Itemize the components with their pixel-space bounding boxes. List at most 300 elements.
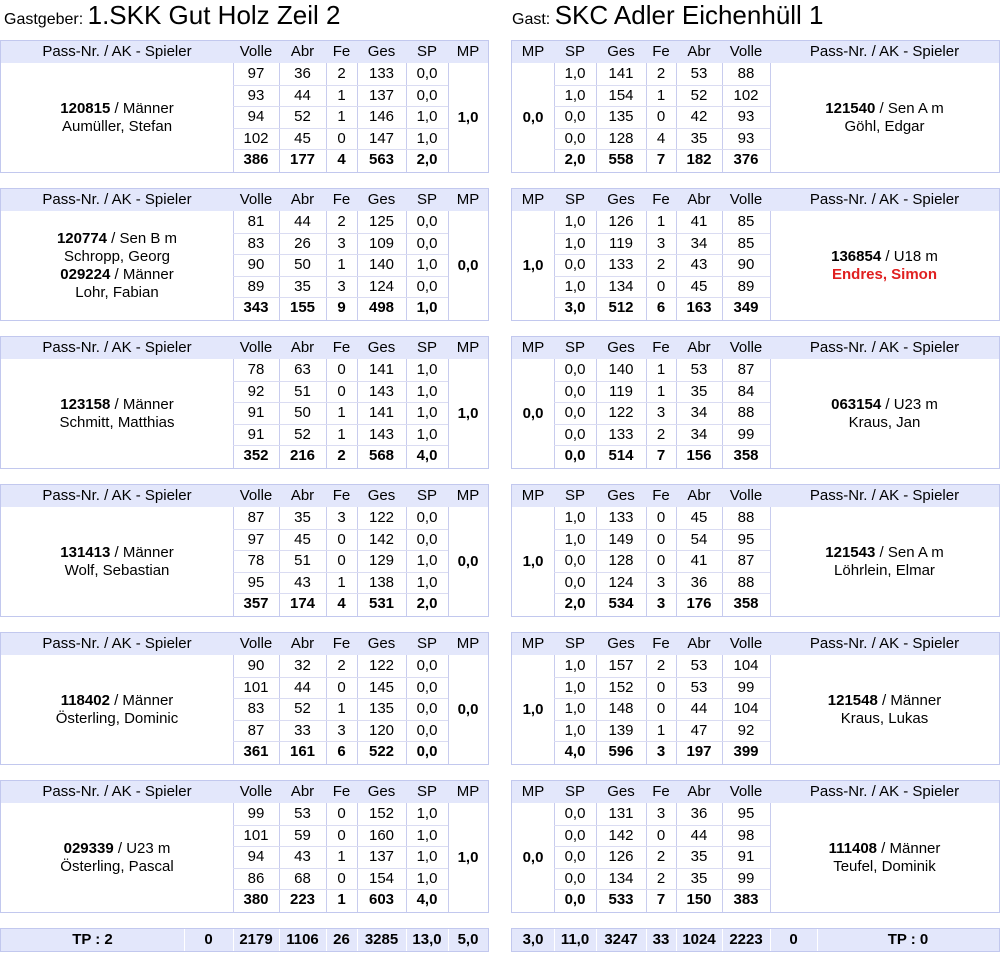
game-row-cell: 1,0	[416, 869, 438, 887]
header-sp: SP	[564, 635, 585, 652]
match-points	[448, 507, 488, 616]
game-row-cell: 68	[294, 869, 311, 887]
game-row-cell: 0,0	[564, 129, 586, 147]
match-points	[448, 803, 488, 912]
game-row-cell: 78	[247, 552, 265, 570]
game-row-cell: 83	[247, 700, 265, 718]
game-row-cell: 88	[737, 404, 755, 422]
player-info	[770, 803, 999, 912]
game-row-cell: 0,0	[564, 361, 586, 378]
player-pass-line	[57, 230, 177, 248]
game-row-cell: 1,0	[564, 234, 586, 252]
player-info	[770, 359, 999, 468]
player-info	[1, 63, 233, 172]
total-row-cell: 376	[733, 151, 759, 169]
total-row-cell: 4,0	[416, 891, 438, 909]
game-row-cell: 152	[608, 678, 634, 696]
player-age-class: / Männer	[877, 839, 941, 857]
header-sp: SP	[416, 487, 437, 504]
player-pass-line	[64, 840, 171, 858]
total-row-cell: 0,0	[416, 743, 438, 761]
match-points-value: 1,0	[457, 404, 479, 422]
game-row-cell: 109	[368, 234, 395, 252]
game-row-cell: 4	[656, 129, 666, 147]
game-row-cell: 97	[247, 65, 265, 82]
game-row-cell: 1,0	[564, 213, 586, 230]
game-row-cell: 95	[737, 530, 755, 548]
game-row-cell: 47	[690, 721, 708, 739]
game-row-cell: 0	[656, 108, 666, 126]
header-fe: Fe	[332, 43, 351, 60]
player-pass-line	[60, 266, 173, 284]
game-row-cell: 147	[368, 129, 395, 147]
game-row-cell: 1,0	[416, 826, 438, 844]
game-row-cell: 0	[337, 805, 346, 822]
game-row-cell: 0	[337, 826, 346, 844]
game-row-cell: 148	[608, 700, 634, 718]
header-abr: Abr	[290, 487, 315, 504]
total-row-cell: 4,0	[416, 447, 438, 465]
game-row-cell: 35	[690, 869, 708, 887]
player-pass-line	[828, 692, 941, 710]
player-pass-line	[825, 100, 943, 118]
game-row-cell: 124	[368, 277, 395, 295]
header-ges: Ges	[607, 487, 635, 504]
total-row-cell: 358	[733, 595, 759, 613]
game-row-cell: 84	[737, 382, 755, 400]
guest-total-cell: 3247	[604, 931, 638, 948]
game-row-cell: 160	[368, 826, 395, 844]
game-row-cell: 1,0	[416, 404, 438, 422]
game-row-cell: 145	[368, 678, 395, 696]
total-row-cell: 0,0	[564, 891, 586, 909]
game-row-cell: 88	[737, 573, 755, 591]
total-divider	[448, 929, 449, 951]
player-name: Lohr, Fabian	[75, 283, 159, 301]
header-ges: Ges	[607, 191, 635, 208]
game-row-cell: 2	[656, 657, 666, 674]
game-row-cell: 142	[368, 530, 395, 548]
game-row-cell: 45	[294, 129, 311, 147]
header-player: Pass-Nr. / AK - Spieler	[809, 339, 960, 356]
total-row-cell: 163	[686, 299, 712, 317]
game-row-cell: 99	[737, 678, 755, 696]
total-divider	[770, 929, 771, 951]
game-row-cell: 134	[608, 277, 634, 295]
game-row-cell: 141	[368, 361, 395, 378]
game-row-cell: 53	[690, 65, 708, 82]
guest-total-cell: 3,0	[522, 931, 544, 948]
game-row-cell: 89	[737, 277, 755, 295]
header-ges: Ges	[367, 191, 396, 208]
player-pass-number: 029224	[60, 265, 111, 283]
game-row-cell: 149	[608, 530, 634, 548]
home-total-cell: 26	[333, 931, 350, 948]
header-sp: SP	[564, 191, 585, 208]
player-pass-number: 029339	[63, 839, 114, 857]
total-divider	[817, 929, 818, 951]
header-volle: Volle	[239, 635, 273, 652]
header-ges: Ges	[367, 339, 396, 356]
game-row-cell: 154	[368, 869, 395, 887]
header-abr: Abr	[687, 635, 711, 652]
total-divider	[554, 929, 555, 951]
header-sp: SP	[416, 43, 437, 60]
guest-total-cell: 11,0	[560, 931, 590, 948]
game-row-cell: 51	[294, 382, 311, 400]
home-match-block	[0, 632, 489, 765]
game-row-cell: 98	[737, 826, 755, 844]
header-player: Pass-Nr. / AK - Spieler	[809, 783, 960, 800]
header-volle: Volle	[729, 191, 763, 208]
game-row-cell: 63	[294, 361, 311, 378]
total-row-cell: 6	[656, 299, 666, 317]
game-row-cell: 140	[368, 256, 395, 274]
player-name: Schmitt, Matthias	[59, 413, 175, 431]
match-points-value: 0,0	[457, 700, 479, 718]
header-mp: MP	[456, 783, 480, 800]
total-row-cell: 3	[656, 743, 666, 761]
home-totals-bar	[0, 928, 489, 952]
total-divider	[646, 929, 647, 951]
game-row-cell: 128	[608, 129, 634, 147]
guest-team-heading	[512, 0, 824, 38]
game-row-cell: 0,0	[564, 382, 586, 400]
header-player: Pass-Nr. / AK - Spieler	[42, 339, 192, 356]
game-row-cell: 142	[608, 826, 634, 844]
game-row-cell: 125	[368, 213, 395, 230]
player-info	[1, 507, 233, 616]
game-row-cell: 0,0	[564, 573, 586, 591]
match-points-value: 0,0	[457, 552, 479, 570]
header-abr: Abr	[687, 191, 711, 208]
game-row-cell: 78	[247, 361, 265, 378]
total-row-cell: 156	[686, 447, 712, 465]
game-row-cell: 35	[294, 509, 311, 526]
match-points	[448, 359, 488, 468]
home-match-block	[0, 188, 489, 321]
game-row-cell: 45	[690, 509, 708, 526]
player-pass-number: 111408	[828, 839, 878, 857]
header-player: Pass-Nr. / AK - Spieler	[42, 43, 192, 60]
header-sp: SP	[416, 635, 437, 652]
game-row-cell: 33	[294, 721, 311, 739]
game-row-cell: 137	[368, 848, 395, 866]
match-points	[512, 655, 554, 764]
game-row-cell: 133	[608, 509, 634, 526]
header-sp: SP	[416, 191, 437, 208]
player-info	[770, 655, 999, 764]
header-player: Pass-Nr. / AK - Spieler	[809, 487, 960, 504]
player-name: Göhl, Edgar	[844, 117, 925, 135]
game-row-cell: 1	[337, 573, 346, 591]
header-fe: Fe	[332, 783, 351, 800]
total-row-cell: 512	[608, 299, 634, 317]
player-pass-line	[829, 840, 941, 858]
game-row-cell: 0,0	[564, 869, 586, 887]
total-divider	[357, 929, 358, 951]
game-row-cell: 53	[690, 657, 708, 674]
header-volle: Volle	[729, 783, 763, 800]
total-row-cell: 498	[368, 299, 395, 317]
home-match-block	[0, 780, 489, 913]
game-row-cell: 85	[737, 234, 755, 252]
player-age-class: / Männer	[877, 691, 942, 709]
player-pass-line	[825, 544, 943, 562]
match-points-value: 1,0	[522, 256, 544, 274]
game-row-cell: 0,0	[564, 108, 586, 126]
game-row-cell: 0	[337, 869, 346, 887]
game-row-cell: 0	[656, 700, 666, 718]
header-player: Pass-Nr. / AK - Spieler	[809, 635, 960, 652]
header-abr: Abr	[687, 43, 711, 60]
game-row-cell: 152	[368, 805, 395, 822]
game-row-cell: 1	[337, 700, 346, 718]
game-row-cell: 143	[368, 382, 395, 400]
total-row-cell: 4	[337, 595, 346, 613]
guest-match-block	[511, 780, 1000, 913]
game-row-cell: 126	[608, 213, 634, 230]
header-ges: Ges	[367, 43, 396, 60]
match-points	[512, 63, 554, 172]
total-row-cell: 4,0	[564, 743, 586, 761]
total-row-cell: 558	[608, 151, 634, 169]
header-fe: Fe	[332, 635, 351, 652]
guest-total-cell: 0	[789, 931, 798, 948]
game-row-cell: 0	[656, 552, 666, 570]
game-row-cell: 154	[608, 86, 634, 104]
game-row-cell: 93	[737, 129, 755, 147]
game-row-cell: 1	[656, 382, 666, 400]
game-row-cell: 54	[690, 530, 708, 548]
header-mp: MP	[521, 487, 545, 504]
game-row-cell: 44	[690, 826, 708, 844]
total-row-cell: 2,0	[564, 151, 586, 169]
header-player: Pass-Nr. / AK - Spieler	[42, 635, 192, 652]
game-row-cell: 120	[368, 721, 395, 739]
player-pass-number: 120815	[60, 99, 111, 117]
total-row-cell: 349	[733, 299, 759, 317]
player-info	[1, 359, 233, 468]
player-pass-line	[831, 248, 938, 266]
game-row-cell: 139	[608, 721, 634, 739]
game-row-cell: 52	[294, 700, 311, 718]
game-row-cell: 0	[337, 678, 346, 696]
player-pass-line	[60, 544, 173, 562]
guest-match-block	[511, 40, 1000, 173]
player-pass-number: 123158	[60, 395, 111, 413]
total-row-cell: 533	[608, 891, 634, 909]
player-info	[770, 507, 999, 616]
game-row-cell: 3	[656, 234, 666, 252]
game-row-cell: 0,0	[564, 826, 586, 844]
game-row-cell: 134	[608, 869, 634, 887]
game-row-cell: 0,0	[564, 256, 586, 274]
header-fe: Fe	[652, 487, 670, 504]
total-row-cell: 380	[243, 891, 269, 909]
game-row-cell: 133	[608, 256, 634, 274]
total-row-cell: 4	[337, 151, 346, 169]
game-row-cell: 1,0	[416, 361, 438, 378]
total-row-cell: 358	[733, 447, 759, 465]
header-volle: Volle	[239, 191, 273, 208]
game-row-cell: 1,0	[564, 530, 586, 548]
home-total-cell: 3285	[364, 931, 399, 948]
game-row-cell: 0	[656, 509, 666, 526]
guest-label: Gast:	[512, 11, 551, 28]
game-row-cell: 2	[337, 213, 346, 230]
game-row-cell: 1,0	[564, 86, 586, 104]
game-row-cell: 99	[737, 869, 755, 887]
header-volle: Volle	[729, 339, 763, 356]
game-row-cell: 90	[247, 657, 265, 674]
game-row-cell: 99	[247, 805, 265, 822]
game-row-cell: 36	[690, 805, 708, 822]
game-row-cell: 1	[656, 721, 666, 739]
game-row-cell: 1,0	[564, 678, 586, 696]
game-row-cell: 1,0	[416, 552, 438, 570]
game-row-cell: 44	[690, 700, 708, 718]
total-row-cell: 2,0	[416, 595, 438, 613]
total-row-cell: 223	[289, 891, 316, 909]
game-row-cell: 94	[247, 108, 265, 126]
header-abr: Abr	[687, 339, 711, 356]
game-row-cell: 32	[294, 657, 311, 674]
game-row-cell: 1	[337, 848, 346, 866]
header-volle: Volle	[239, 487, 273, 504]
game-row-cell: 90	[247, 256, 265, 274]
guest-total-cell: 1024	[682, 931, 716, 948]
home-total-cell: 1106	[286, 931, 319, 948]
game-row-cell: 0,0	[416, 65, 438, 82]
game-row-cell: 94	[247, 848, 265, 866]
game-row-cell: 81	[247, 213, 265, 230]
game-row-cell: 122	[368, 509, 395, 526]
player-age-class: / Sen A m	[875, 99, 944, 117]
game-row-cell: 93	[247, 86, 265, 104]
game-row-cell: 1,0	[416, 129, 438, 147]
game-row-cell: 52	[294, 108, 311, 126]
game-row-cell: 91	[247, 404, 265, 422]
player-pass-line	[60, 100, 173, 118]
game-row-cell: 122	[608, 404, 634, 422]
game-row-cell: 0	[337, 129, 346, 147]
guest-match-block	[511, 632, 1000, 765]
game-row-cell: 143	[368, 425, 395, 443]
game-row-cell: 0,0	[416, 86, 438, 104]
header-player: Pass-Nr. / AK - Spieler	[809, 191, 960, 208]
game-row-cell: 87	[247, 509, 265, 526]
total-divider	[279, 929, 280, 951]
header-fe: Fe	[652, 339, 670, 356]
game-row-cell: 1,0	[416, 425, 438, 443]
game-row-cell: 101	[243, 826, 269, 844]
guest-match-block	[511, 484, 1000, 617]
game-row-cell: 1,0	[564, 700, 586, 718]
player-pass-number: 121543	[825, 543, 876, 561]
total-row-cell: 563	[368, 151, 395, 169]
total-row-cell: 216	[289, 447, 316, 465]
header-sp: SP	[564, 783, 585, 800]
header-mp: MP	[456, 191, 480, 208]
game-row-cell: 35	[690, 382, 708, 400]
match-points	[512, 359, 554, 468]
game-row-cell: 1	[656, 86, 666, 104]
home-match-block	[0, 40, 489, 173]
game-row-cell: 1,0	[416, 382, 438, 400]
game-row-cell: 34	[690, 234, 708, 252]
home-total-cell: 0	[204, 931, 213, 948]
player-name: Endres, Simon	[831, 265, 938, 283]
game-row-cell: 1,0	[564, 65, 586, 82]
game-row-cell: 2	[656, 848, 666, 866]
header-mp: MP	[521, 191, 545, 208]
header-fe: Fe	[332, 191, 351, 208]
player-pass-number: 120774	[56, 229, 108, 247]
header-abr: Abr	[290, 191, 315, 208]
game-row-cell: 52	[294, 425, 311, 443]
total-row-cell: 6	[337, 743, 346, 761]
home-match-block	[0, 336, 489, 469]
header-ges: Ges	[367, 635, 396, 652]
home-total-cell: 13,0	[412, 931, 442, 948]
player-pass-line	[831, 396, 938, 414]
total-divider	[184, 929, 185, 951]
game-row-cell: 1	[656, 213, 666, 230]
game-row-cell: 104	[733, 700, 759, 718]
game-row-cell: 92	[737, 721, 755, 739]
game-row-cell: 1	[337, 86, 346, 104]
guest-totals-bar	[511, 928, 1000, 952]
game-row-cell: 59	[294, 826, 311, 844]
game-row-cell: 97	[247, 530, 265, 548]
player-age-class: / U18 m	[881, 247, 938, 265]
game-row-cell: 1,0	[564, 509, 586, 526]
game-row-cell: 133	[368, 65, 395, 82]
match-points	[448, 211, 488, 320]
guest-total-cell: 33	[652, 931, 670, 948]
header-fe: Fe	[652, 783, 670, 800]
game-row-cell: 102	[733, 86, 759, 104]
total-row-cell: 3,0	[564, 299, 586, 317]
header-sp: SP	[564, 43, 585, 60]
header-fe: Fe	[652, 43, 670, 60]
player-info	[1, 211, 233, 320]
player-age-class: / Sen A m	[875, 543, 944, 561]
match-points	[448, 655, 488, 764]
header-volle: Volle	[239, 339, 273, 356]
total-row-cell: 174	[289, 595, 316, 613]
header-mp: MP	[456, 339, 480, 356]
player-age-class: / Männer	[110, 395, 174, 413]
header-mp: MP	[456, 43, 480, 60]
header-sp: SP	[564, 487, 585, 504]
total-row-cell: 522	[368, 743, 395, 761]
game-row-cell: 128	[608, 552, 634, 570]
player-pass-number: 063154	[831, 395, 882, 413]
home-total-cell: TP : 2	[72, 931, 113, 948]
game-row-cell: 101	[243, 678, 269, 696]
header-fe: Fe	[332, 339, 351, 356]
header-sp: SP	[416, 783, 437, 800]
game-row-cell: 36	[294, 65, 311, 82]
total-row-cell: 514	[608, 447, 634, 465]
game-row-cell: 0	[337, 552, 346, 570]
game-row-cell: 50	[294, 256, 311, 274]
game-row-cell: 95	[737, 805, 755, 822]
total-row-cell: 534	[608, 595, 634, 613]
total-row-cell: 399	[733, 743, 759, 761]
